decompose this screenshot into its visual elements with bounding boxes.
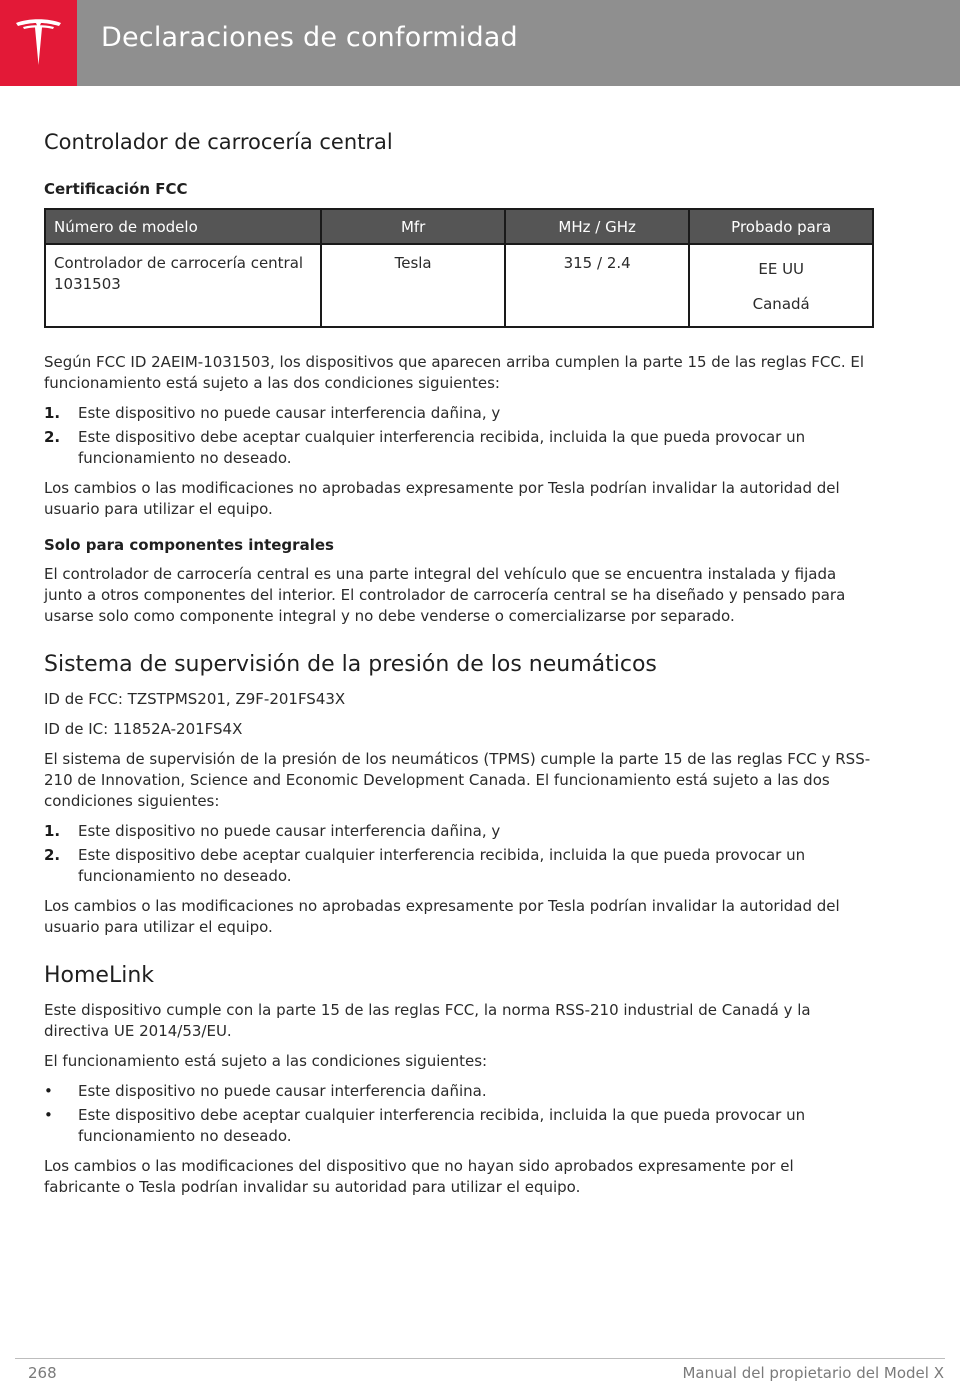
table-header-mfr: Mfr bbox=[321, 209, 505, 244]
list-item-text: Este dispositivo no puede causar interferencia dañina, y bbox=[78, 404, 501, 422]
numbered-list bbox=[44, 821, 874, 887]
list-item-text: Este dispositivo no puede causar interferencia dañina. bbox=[78, 1082, 487, 1100]
paragraph: Según FCC ID 2AEIM-1031503, los dispositivos que aparecen arriba cumplen la parte 15 de las reglas FCC. El funcionamiento está sujeto a las dos condiciones siguientes: bbox=[44, 353, 865, 392]
certification-table bbox=[44, 208, 874, 328]
paragraph: Los cambios o las modificaciones no aprobadas expresamente por Tesla podrían invalidar la autoridad del usuario para utilizar el equipo. bbox=[44, 897, 840, 936]
ic-id: ID de IC: 11852A-201FS4X bbox=[44, 720, 243, 738]
table-cell-tested bbox=[689, 244, 873, 327]
list-item bbox=[44, 1105, 874, 1147]
list-item bbox=[44, 821, 874, 842]
page-content bbox=[44, 128, 874, 1207]
list-item-text: Este dispositivo no puede causar interferencia dañina, y bbox=[78, 822, 501, 840]
fcc-id: ID de FCC: TZSTPMS201, Z9F-201FS43X bbox=[44, 690, 346, 708]
bullet-marker: • bbox=[44, 1082, 53, 1100]
list-item bbox=[44, 427, 874, 469]
bullet-marker: • bbox=[44, 1106, 53, 1124]
bullet-list bbox=[44, 1081, 874, 1147]
tested-country: EE UU bbox=[758, 260, 805, 278]
tesla-logo-icon bbox=[14, 17, 63, 69]
subsection-title: Certificación FCC bbox=[44, 180, 188, 198]
page-number: 268 bbox=[28, 1364, 57, 1382]
paragraph: Los cambios o las modificaciones no aprobadas expresamente por Tesla podrían invalidar la autoridad del usuario para utilizar el equipo. bbox=[44, 479, 840, 518]
table-header-row bbox=[45, 209, 873, 244]
section-tpms bbox=[44, 651, 874, 938]
table-cell-mfr: Tesla bbox=[321, 244, 505, 327]
page-header bbox=[0, 0, 960, 86]
header-title: Declaraciones de conformidad bbox=[101, 22, 518, 53]
paragraph: El sistema de supervisión de la presión de los neumáticos (TPMS) cumple la parte 15 de las reglas FCC y RSS-210 de Innovation, Science and Economic Development Canada. El funcionamiento está sujeto a las dos condiciones siguientes: bbox=[44, 750, 871, 810]
list-marker: 1. bbox=[44, 404, 61, 422]
subsection-title: Solo para componentes integrales bbox=[44, 536, 334, 554]
paragraph: Los cambios o las modificaciones del dispositivo que no hayan sido aprobados expresamente por el fabricante o Tesla podrían invalidar su autoridad para utilizar el equipo. bbox=[44, 1157, 794, 1196]
list-item bbox=[44, 1081, 874, 1102]
paragraph: Este dispositivo cumple con la parte 15 de las reglas FCC, la norma RSS-210 industrial de Canadá y la directiva UE 2014/53/EU. bbox=[44, 1001, 811, 1040]
list-item bbox=[44, 403, 874, 424]
footer-divider bbox=[15, 1358, 945, 1359]
numbered-list bbox=[44, 403, 874, 469]
table-cell-model: Controlador de carrocería central 1031503 bbox=[45, 244, 321, 327]
footer-manual-title: Manual del propietario del Model X bbox=[682, 1364, 944, 1382]
section-body-controller bbox=[44, 128, 874, 627]
table-header-freq: MHz / GHz bbox=[505, 209, 689, 244]
list-marker: 2. bbox=[44, 846, 61, 864]
paragraph: El funcionamiento está sujeto a las condiciones siguientes: bbox=[44, 1052, 488, 1070]
paragraph: El controlador de carrocería central es una parte integral del vehículo que se encuentra instalada y fijada junto a otros componentes del interior. El controlador de carrocería central se ha diseñado y pensado para usarse solo como componente integral y no debe venderse o comercializarse por separado. bbox=[44, 565, 846, 625]
section-title: Sistema de supervisión de la presión de los neumáticos bbox=[44, 652, 657, 677]
tested-country: Canadá bbox=[752, 295, 810, 313]
table-cell-freq: 315 / 2.4 bbox=[505, 244, 689, 327]
list-item-text: Este dispositivo debe aceptar cualquier interferencia recibida, incluida la que pueda provocar un funcionamiento no deseado. bbox=[78, 1106, 806, 1145]
list-marker: 2. bbox=[44, 428, 61, 446]
section-homelink bbox=[44, 962, 874, 1198]
table-row bbox=[45, 244, 873, 327]
table-header-tested: Probado para bbox=[689, 209, 873, 244]
list-item bbox=[44, 845, 874, 887]
list-item-text: Este dispositivo debe aceptar cualquier interferencia recibida, incluida la que pueda provocar un funcionamiento no deseado. bbox=[78, 846, 806, 885]
list-marker: 1. bbox=[44, 822, 61, 840]
logo-box bbox=[0, 0, 77, 86]
table-header-model: Número de modelo bbox=[45, 209, 321, 244]
section-title: HomeLink bbox=[44, 963, 155, 988]
section-title: Controlador de carrocería central bbox=[44, 130, 393, 154]
list-item-text: Este dispositivo debe aceptar cualquier interferencia recibida, incluida la que pueda provocar un funcionamiento no deseado. bbox=[78, 428, 806, 467]
